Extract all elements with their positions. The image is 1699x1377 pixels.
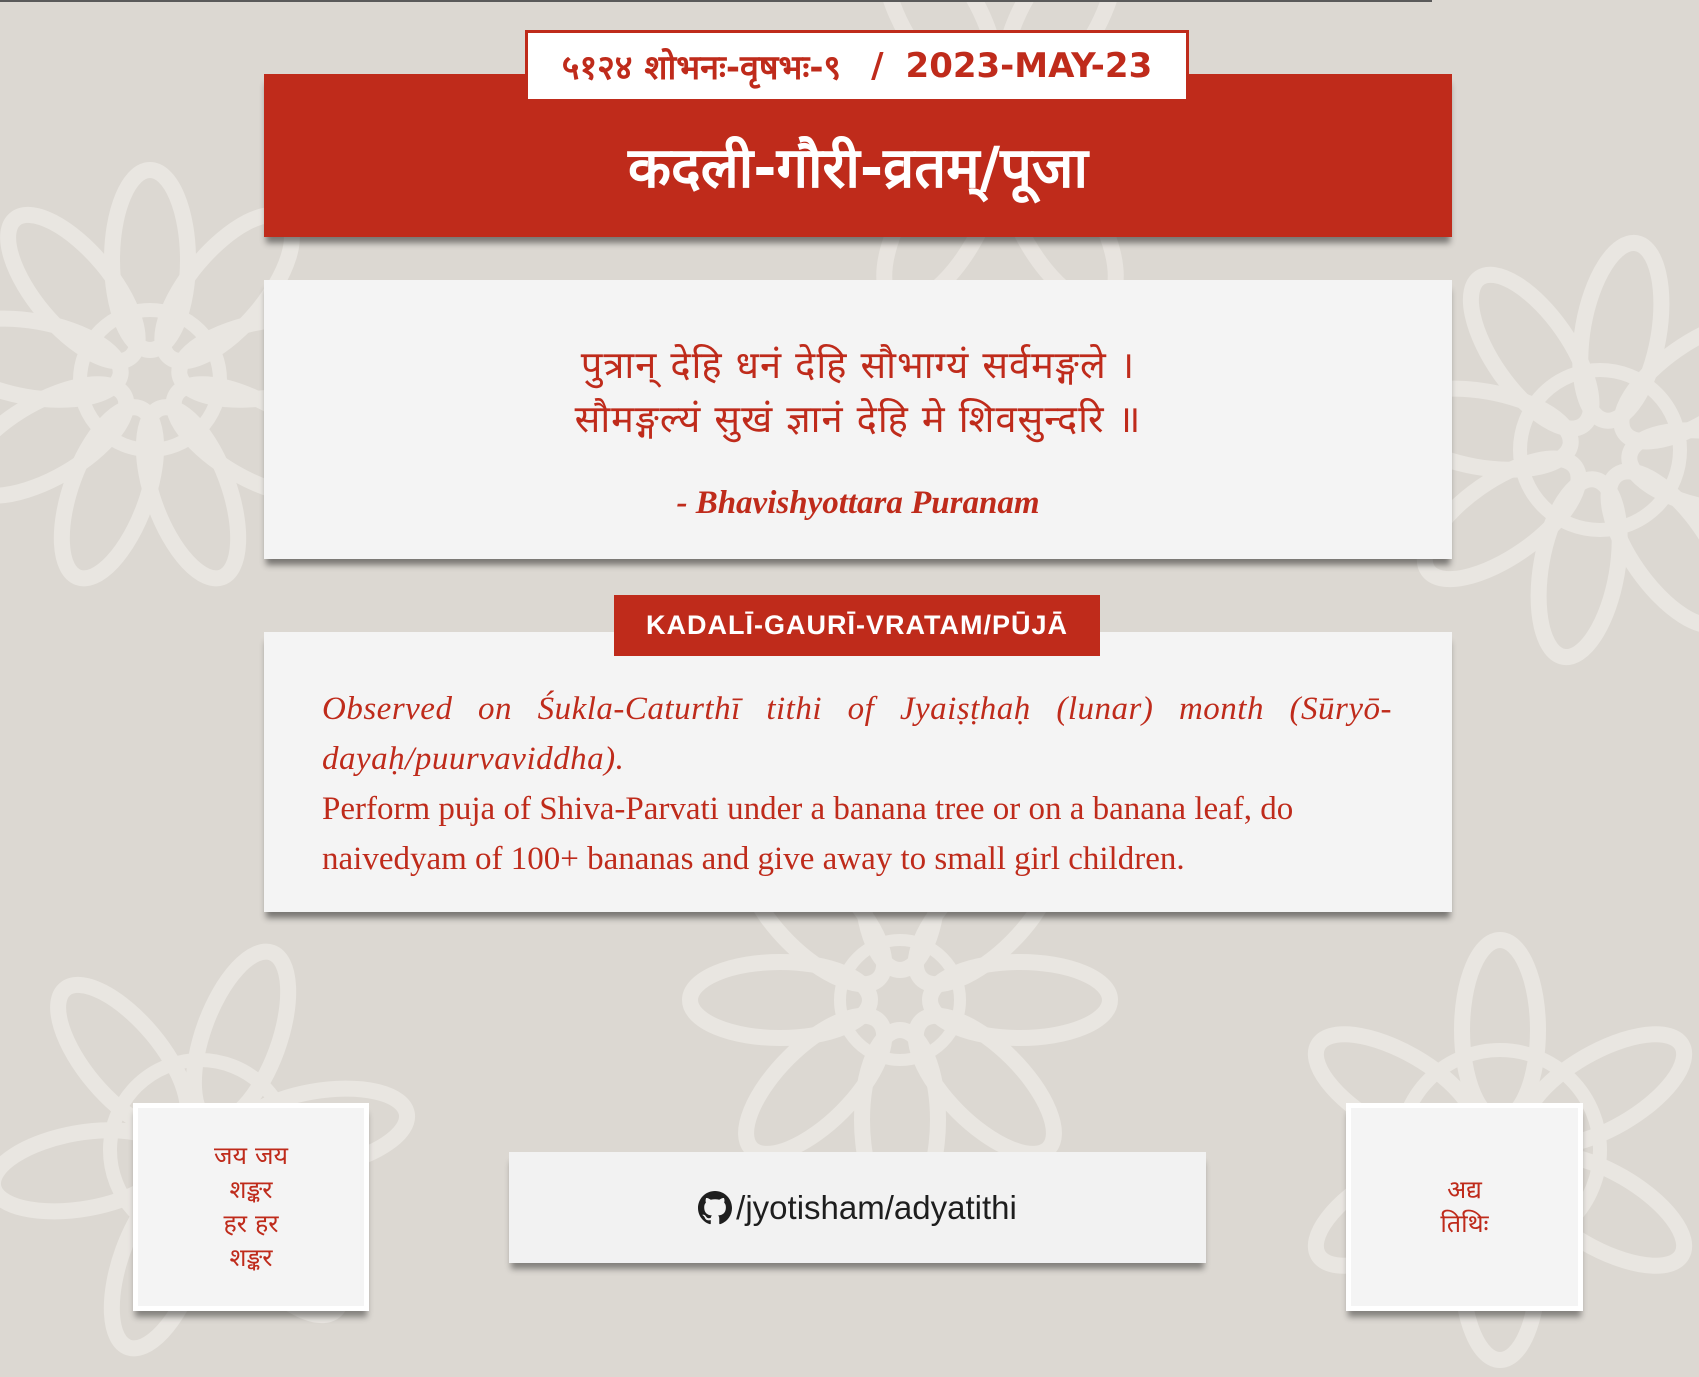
github-icon bbox=[698, 1191, 732, 1225]
right-line-1: अद्य bbox=[1447, 1175, 1482, 1204]
shloka-line-1: पुत्रान् देहि धनं देहि सौभाग्यं सर्वमङ्गले । bbox=[580, 343, 1136, 387]
observance-text: Observed on Śukla-Caturthī tithi of Jyaiṣṭhaḥ (lunar) month (Sūryō-dayaḥ/puurvaviddha). bbox=[322, 691, 1392, 777]
date-box bbox=[525, 30, 1189, 102]
shloka-line-2: सौमङ्गल्यं सुखं ज्ञानं देहि मे शिवसुन्दरि ॥ bbox=[574, 397, 1142, 441]
shloka-source: - Bhavishyottara Puranam bbox=[676, 485, 1040, 521]
repo-text: /jyotisham/adyatithi bbox=[736, 1188, 1017, 1226]
date-separator: / bbox=[871, 46, 884, 86]
repo-link[interactable] bbox=[509, 1152, 1206, 1263]
date-samvat: ५१२४ शोभनः-वृषभः-९ bbox=[561, 48, 842, 88]
date-gregorian: 2023-MAY-23 bbox=[905, 46, 1153, 86]
left-line-4: शङ्कर bbox=[229, 1243, 273, 1272]
left-line-3: हर हर bbox=[223, 1209, 279, 1238]
description-card bbox=[264, 632, 1452, 912]
description-text bbox=[322, 684, 1392, 884]
left-line-1: जय जय bbox=[213, 1141, 289, 1170]
shloka-card bbox=[264, 280, 1452, 559]
right-line-2: तिथिः bbox=[1440, 1209, 1489, 1238]
procedure-text: Perform puja of Shiva-Parvati under a banana tree or on a banana leaf, do naivedyam of 100+ bananas and give away to small girl children. bbox=[322, 791, 1294, 877]
left-line-2: शङ्कर bbox=[229, 1175, 273, 1204]
adya-tithi-box bbox=[1346, 1103, 1583, 1311]
section-label: KADALĪ-GAURĪ-VRATAM/PŪJĀ bbox=[614, 595, 1100, 656]
jaya-shankara-box bbox=[133, 1103, 369, 1311]
page-title: कदली-गौरी-व्रतम्/पूजा bbox=[627, 136, 1088, 201]
top-divider bbox=[0, 0, 1432, 2]
